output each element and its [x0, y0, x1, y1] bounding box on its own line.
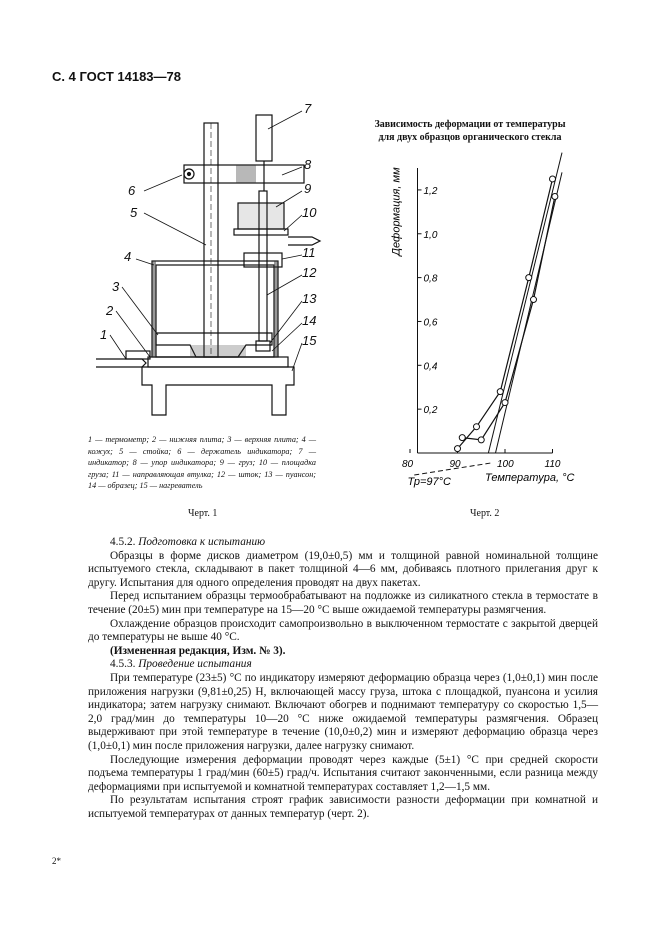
data-point — [478, 437, 484, 443]
section-title: Проведение испытания — [138, 658, 252, 671]
paragraph: Перед испытанием образцы термообрабатывают на подложке из силикатного стекла в термостате в течение (20±5) мин при температуре на 15—20 °С выше ожидаемой температуры размягчения. — [88, 590, 598, 616]
data-point — [474, 424, 480, 430]
y-tick-label: 1,2 — [423, 185, 438, 197]
deformation-chart — [362, 148, 582, 498]
apparatus-drawing — [86, 95, 326, 425]
label-11: 11 — [302, 245, 316, 260]
data-point — [497, 389, 503, 395]
paragraph: Образцы в форме дисков диаметром (19,0±0,5) мм и толщиной равной номинальной толщине испытуемого стекла, складывают в пакет толщиной 4—6 мм, добиваясь плотного прилегания друг к другу. Испытания для одного определения проводят на двух пакетах. — [88, 549, 598, 589]
data-point — [455, 446, 461, 452]
y-tick-label: 0,2 — [423, 405, 438, 417]
series-line — [458, 179, 553, 449]
chart-title — [370, 118, 570, 144]
paragraph: Охлаждение образцов происходит самопроизвольно в выключенном термостате с закрытой дверцей до температуры не выше 40 °С. — [88, 617, 598, 644]
label-13: 13 — [302, 291, 317, 306]
y-tick-label: 1,0 — [423, 229, 438, 241]
data-point — [459, 435, 465, 441]
figure1-caption: Черт. 1 — [188, 508, 218, 519]
label-2: 2 — [106, 303, 114, 318]
label-12: 12 — [302, 265, 317, 280]
label-10: 10 — [302, 205, 317, 220]
y-axis-label: Деформация, мм — [390, 167, 403, 256]
label-4: 4 — [124, 249, 132, 264]
label-14: 14 — [302, 313, 317, 328]
figure1-legend: 1 — термометр; 2 — нижняя плита; 3 — верхняя плита; 4 — кожух; 5 — стойка; 6 — держатель индикатора; 7 — индикатор; 8 — упор индикатора; 9 — груз; 10 — площадка груза; 11 — направляющая втулка; 12 — шток; 13 — пуансон; 14 — образец; 15 — нагреватель — [88, 435, 316, 490]
y-tick-label: 0,8 — [423, 273, 438, 285]
data-point — [550, 176, 556, 182]
y-tick-label: 0,4 — [423, 361, 438, 373]
x-tick-label: 80 — [402, 459, 414, 470]
series-line — [462, 197, 555, 440]
label-5: 5 — [130, 205, 138, 220]
label-6: 6 — [128, 183, 136, 198]
data-point — [552, 194, 558, 200]
indicator — [256, 115, 272, 161]
paragraph: Последующие измерения деформации проводят через каждые (5±1) °С при средней скорости подъема температуры 1 град/мин (60±5) град/ч. Испытания считают законченными, если разница между деформациями при испытуемой и комнатной температурах составляет 1,2—1,5 мм. — [88, 753, 598, 793]
heater-base — [142, 367, 294, 415]
lower-plate — [148, 357, 288, 367]
body-text — [88, 536, 598, 821]
amendment-note: (Измененная редакция, Изм. № 3). — [110, 644, 286, 657]
x-tick-label: 110 — [544, 459, 561, 470]
x-tick-label: 90 — [449, 459, 461, 470]
label-15: 15 — [302, 333, 317, 348]
chart-title-line1: Зависимость деформации от температуры — [374, 119, 566, 130]
section-number: 4.5.2. — [110, 536, 136, 548]
section-4-5-2 — [88, 536, 598, 550]
data-point — [531, 297, 537, 303]
section-4-5-3 — [88, 658, 598, 672]
tp-annotation: Тр=97°С — [407, 476, 451, 488]
y-tick-label: 0,6 — [423, 317, 438, 329]
chart-title-line2: для двух образцов органического стекла — [378, 132, 562, 143]
data-point — [526, 275, 532, 281]
paragraph: По результатам испытания строят график зависимости разности деформации при комнатной и испытуемой температурах от данных температур (черт. 2). — [88, 794, 598, 820]
paragraph: При температуре (23±5) °С по индикатору измеряют деформацию образца через (1,0±0,1) мин после приложения нагрузки (9,81±0,25) Н, включающей массу груза, штока с площадкой, пуансона и усилия индикатора; затем нагрузку снимают. Включают обогрев и поднимают температуру со скоростью 1,5—2,0 град/мин до температуры 10—20 °С ниже ожидаемой температуры размягчения. Образец выдерживают при этой температуре в течение (10,0±0,2) мин и измеряют деформацию образца через (1,0±0,1) мин после приложения нагрузки, далее нагрузку снимают. — [88, 671, 598, 752]
label-3: 3 — [112, 279, 120, 294]
label-8: 8 — [304, 157, 312, 172]
label-7: 7 — [304, 101, 312, 116]
tangent-line — [488, 153, 562, 453]
label-1: 1 — [100, 327, 108, 342]
data-point — [502, 400, 508, 406]
thermometer — [96, 359, 146, 367]
x-axis-label: Температура, °С — [485, 472, 575, 484]
page-header: С. 4 ГОСТ 14183—78 — [52, 69, 181, 84]
page-footer-mark: 2* — [52, 856, 61, 866]
figure2-caption: Черт. 2 — [470, 508, 500, 519]
x-tick-label: 100 — [497, 459, 514, 470]
label-9: 9 — [304, 181, 312, 196]
tangent-line — [496, 172, 563, 453]
section-number: 4.5.3. — [110, 658, 136, 671]
section-title: Подготовка к испытанию — [138, 536, 266, 548]
